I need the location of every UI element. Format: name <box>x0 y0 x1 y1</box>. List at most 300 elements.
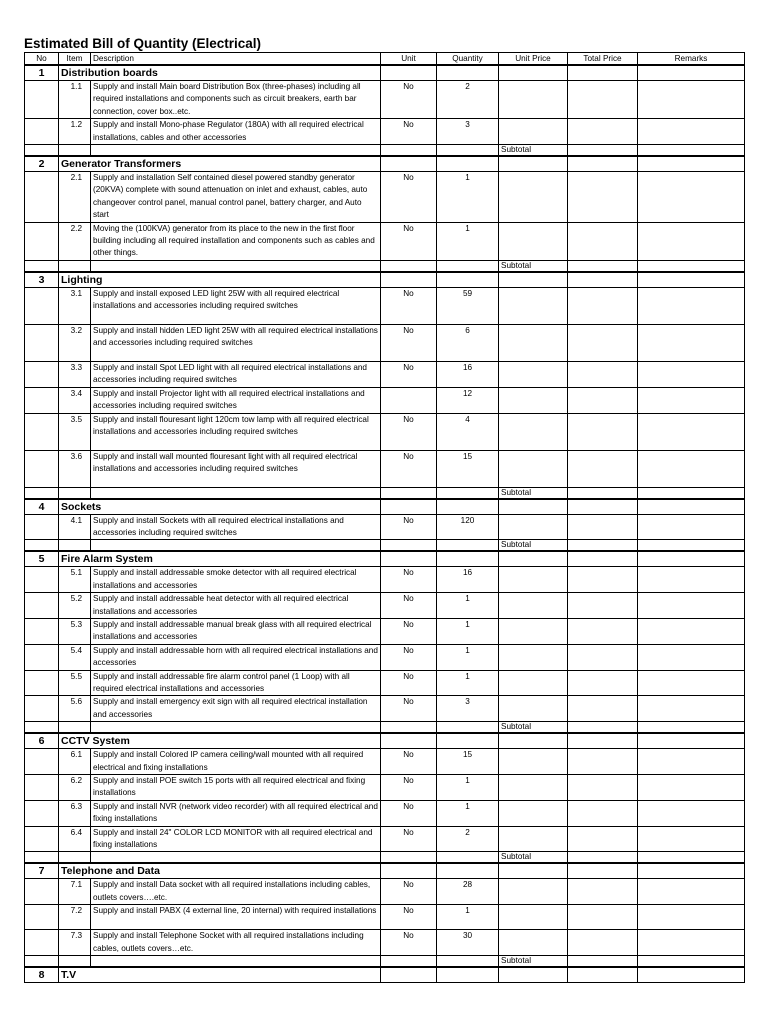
empty-cell <box>499 967 568 983</box>
item-total-price <box>568 413 638 450</box>
item-total-price <box>568 749 638 775</box>
item-total-price <box>568 618 638 644</box>
no-cell <box>25 930 59 956</box>
empty-cell <box>638 156 745 172</box>
item-quantity: 3 <box>437 696 499 722</box>
boq-body <box>25 65 745 983</box>
empty-cell <box>59 722 91 734</box>
empty-cell <box>568 272 638 288</box>
subtotal-value <box>568 487 638 499</box>
empty-cell <box>437 272 499 288</box>
item-unit-price <box>499 826 568 852</box>
item-unit: No <box>381 800 437 826</box>
header-description: Description <box>91 53 381 66</box>
empty-cell <box>499 156 568 172</box>
header-unit-price: Unit Price <box>499 53 568 66</box>
item-number: 5.3 <box>59 618 91 644</box>
item-remarks <box>638 324 745 361</box>
no-cell <box>25 749 59 775</box>
item-description: Supply and install addressable manual break glass with all required electrical installations and accessories <box>91 618 381 644</box>
item-total-price <box>568 696 638 722</box>
item-unit-price <box>499 287 568 324</box>
item-unit: No <box>381 930 437 956</box>
empty-cell <box>381 260 437 272</box>
item-remarks <box>638 413 745 450</box>
section-row <box>25 967 745 983</box>
item-quantity: 1 <box>437 644 499 670</box>
item-quantity: 1 <box>437 593 499 619</box>
empty-cell <box>638 852 745 864</box>
subtotal-label: Subtotal <box>499 145 568 157</box>
table-row <box>25 81 745 119</box>
empty-cell <box>25 145 59 157</box>
subtotal-label: Subtotal <box>499 260 568 272</box>
subtotal-row <box>25 540 745 552</box>
item-unit-price <box>499 670 568 696</box>
item-description: Supply and install NVR (network video recorder) with all required electrical and fixing installations <box>91 800 381 826</box>
item-unit-price <box>499 172 568 223</box>
item-description: Supply and install addressable horn with all required electrical installations and accessories <box>91 644 381 670</box>
subtotal-row <box>25 722 745 734</box>
empty-cell <box>568 551 638 567</box>
empty-cell <box>437 260 499 272</box>
item-unit-price <box>499 618 568 644</box>
item-unit <box>381 387 437 413</box>
item-total-price <box>568 361 638 387</box>
empty-cell <box>381 551 437 567</box>
empty-cell <box>499 733 568 749</box>
item-unit: No <box>381 593 437 619</box>
empty-cell <box>638 863 745 879</box>
no-cell <box>25 618 59 644</box>
no-cell <box>25 775 59 801</box>
item-number: 5.6 <box>59 696 91 722</box>
item-description: Supply and install Sockets with all required electrical installations and accessories including required switches <box>91 514 381 540</box>
item-unit-price <box>499 361 568 387</box>
table-row <box>25 413 745 450</box>
table-row <box>25 879 745 905</box>
item-unit-price <box>499 222 568 260</box>
section-name: Sockets <box>59 499 381 515</box>
empty-cell <box>437 722 499 734</box>
item-number: 6.1 <box>59 749 91 775</box>
empty-cell <box>91 260 381 272</box>
empty-cell <box>381 145 437 157</box>
empty-cell <box>381 863 437 879</box>
item-description: Supply and install exposed LED light 25W with all required electrical installations and accessories including required switches <box>91 287 381 324</box>
no-cell <box>25 361 59 387</box>
no-cell <box>25 826 59 852</box>
no-cell <box>25 81 59 119</box>
item-remarks <box>638 905 745 930</box>
item-number: 6.2 <box>59 775 91 801</box>
empty-cell <box>499 272 568 288</box>
empty-cell <box>59 145 91 157</box>
item-unit: No <box>381 450 437 487</box>
section-name: Fire Alarm System <box>59 551 381 567</box>
table-row <box>25 567 745 593</box>
section-number: 3 <box>25 272 59 288</box>
item-description: Supply and install emergency exit sign with all required electrical installation and accessories <box>91 696 381 722</box>
no-cell <box>25 644 59 670</box>
item-description: Moving the (100KVA) generator from its place to the new in the first floor building including all required installation and components such as cables and other things. <box>91 222 381 260</box>
no-cell <box>25 287 59 324</box>
item-quantity: 59 <box>437 287 499 324</box>
item-unit: No <box>381 81 437 119</box>
empty-cell <box>381 540 437 552</box>
no-cell <box>25 413 59 450</box>
empty-cell <box>568 499 638 515</box>
empty-cell <box>638 956 745 968</box>
item-unit: No <box>381 222 437 260</box>
item-total-price <box>568 172 638 223</box>
item-total-price <box>568 119 638 145</box>
item-unit: No <box>381 775 437 801</box>
item-number: 3.6 <box>59 450 91 487</box>
item-quantity: 12 <box>437 387 499 413</box>
subtotal-value <box>568 722 638 734</box>
item-total-price <box>568 800 638 826</box>
item-total-price <box>568 567 638 593</box>
item-description: Supply and installation Self contained diesel powered standby generator (20KVA) complete with sound attenuation on inlet and exhaust, cables, auto changeover control panel, manual control panel, battery charger, and Auto start <box>91 172 381 223</box>
item-remarks <box>638 618 745 644</box>
item-unit: No <box>381 361 437 387</box>
empty-cell <box>437 863 499 879</box>
empty-cell <box>381 65 437 81</box>
no-cell <box>25 905 59 930</box>
item-remarks <box>638 644 745 670</box>
empty-cell <box>499 65 568 81</box>
section-row <box>25 551 745 567</box>
item-unit: No <box>381 826 437 852</box>
item-remarks <box>638 450 745 487</box>
item-unit-price <box>499 413 568 450</box>
item-unit-price <box>499 879 568 905</box>
item-number: 3.1 <box>59 287 91 324</box>
empty-cell <box>638 260 745 272</box>
item-remarks <box>638 826 745 852</box>
empty-cell <box>437 487 499 499</box>
table-row <box>25 696 745 722</box>
item-description: Supply and install PABX (4 external line, 20 internal) with required installations <box>91 905 381 930</box>
item-remarks <box>638 879 745 905</box>
empty-cell <box>25 487 59 499</box>
item-unit-price <box>499 696 568 722</box>
subtotal-value <box>568 852 638 864</box>
item-unit: No <box>381 670 437 696</box>
table-row <box>25 287 745 324</box>
section-row <box>25 499 745 515</box>
item-unit: No <box>381 514 437 540</box>
empty-cell <box>59 852 91 864</box>
item-quantity: 15 <box>437 749 499 775</box>
item-description: Supply and install addressable fire alarm control panel (1 Loop) with all required electrical installations and accessories <box>91 670 381 696</box>
empty-cell <box>59 260 91 272</box>
item-description: Supply and install Spot LED light with all required electrical installations and accessories including required switches <box>91 361 381 387</box>
no-cell <box>25 514 59 540</box>
item-unit-price <box>499 749 568 775</box>
no-cell <box>25 119 59 145</box>
item-quantity: 3 <box>437 119 499 145</box>
table-row <box>25 826 745 852</box>
no-cell <box>25 222 59 260</box>
empty-cell <box>638 499 745 515</box>
header-row <box>25 53 745 66</box>
item-description: Supply and install addressable heat detector with all required electrical installations and accessories <box>91 593 381 619</box>
item-remarks <box>638 361 745 387</box>
table-row <box>25 119 745 145</box>
item-unit: No <box>381 287 437 324</box>
empty-cell <box>638 540 745 552</box>
item-quantity: 4 <box>437 413 499 450</box>
table-row <box>25 450 745 487</box>
subtotal-row <box>25 852 745 864</box>
no-cell <box>25 567 59 593</box>
empty-cell <box>638 551 745 567</box>
table-row <box>25 644 745 670</box>
item-remarks <box>638 775 745 801</box>
item-number: 2.2 <box>59 222 91 260</box>
item-number: 7.2 <box>59 905 91 930</box>
item-remarks <box>638 119 745 145</box>
empty-cell <box>25 852 59 864</box>
no-cell <box>25 670 59 696</box>
item-remarks <box>638 670 745 696</box>
section-number: 1 <box>25 65 59 81</box>
subtotal-label: Subtotal <box>499 852 568 864</box>
document-title: Estimated Bill of Quantity (Electrical) <box>24 36 262 51</box>
empty-cell <box>638 65 745 81</box>
subtotal-row <box>25 487 745 499</box>
header-total-price: Total Price <box>568 53 638 66</box>
item-number: 3.3 <box>59 361 91 387</box>
empty-cell <box>59 487 91 499</box>
item-unit: No <box>381 413 437 450</box>
item-number: 7.1 <box>59 879 91 905</box>
empty-cell <box>91 540 381 552</box>
table-row <box>25 593 745 619</box>
item-unit: No <box>381 119 437 145</box>
item-number: 6.3 <box>59 800 91 826</box>
item-quantity: 1 <box>437 222 499 260</box>
item-total-price <box>568 324 638 361</box>
empty-cell <box>381 967 437 983</box>
item-number: 5.2 <box>59 593 91 619</box>
section-number: 5 <box>25 551 59 567</box>
empty-cell <box>381 956 437 968</box>
item-remarks <box>638 593 745 619</box>
item-number: 5.4 <box>59 644 91 670</box>
empty-cell <box>91 722 381 734</box>
item-quantity: 6 <box>437 324 499 361</box>
empty-cell <box>381 156 437 172</box>
empty-cell <box>568 863 638 879</box>
item-unit-price <box>499 387 568 413</box>
header-remarks: Remarks <box>638 53 745 66</box>
item-remarks <box>638 567 745 593</box>
item-quantity: 15 <box>437 450 499 487</box>
empty-cell <box>25 260 59 272</box>
header-unit: Unit <box>381 53 437 66</box>
item-description: Supply and install Mono-phase Regulator (180A) with all required electrical installations, cables and other accessories <box>91 119 381 145</box>
item-quantity: 28 <box>437 879 499 905</box>
subtotal-row <box>25 145 745 157</box>
section-row <box>25 65 745 81</box>
item-unit-price <box>499 593 568 619</box>
empty-cell <box>437 65 499 81</box>
item-remarks <box>638 749 745 775</box>
subtotal-label: Subtotal <box>499 540 568 552</box>
subtotal-value <box>568 145 638 157</box>
item-total-price <box>568 450 638 487</box>
item-description: Supply and install Projector light with all required electrical installations and accessories including required switches <box>91 387 381 413</box>
item-quantity: 1 <box>437 800 499 826</box>
table-row <box>25 387 745 413</box>
item-unit: No <box>381 905 437 930</box>
item-quantity: 1 <box>437 670 499 696</box>
empty-cell <box>437 551 499 567</box>
no-cell <box>25 593 59 619</box>
empty-cell <box>91 852 381 864</box>
section-number: 6 <box>25 733 59 749</box>
subtotal-value <box>568 540 638 552</box>
item-unit: No <box>381 324 437 361</box>
section-row <box>25 733 745 749</box>
item-unit-price <box>499 930 568 956</box>
table-row <box>25 324 745 361</box>
table-row <box>25 172 745 223</box>
item-quantity: 30 <box>437 930 499 956</box>
empty-cell <box>638 487 745 499</box>
subtotal-label: Subtotal <box>499 956 568 968</box>
section-name: CCTV System <box>59 733 381 749</box>
empty-cell <box>381 852 437 864</box>
empty-cell <box>91 145 381 157</box>
table-row <box>25 930 745 956</box>
header-quantity: Quantity <box>437 53 499 66</box>
no-cell <box>25 387 59 413</box>
item-remarks <box>638 387 745 413</box>
empty-cell <box>91 956 381 968</box>
item-description: Supply and install Telephone Socket with all required installations including cables, outlets covers…etc. <box>91 930 381 956</box>
empty-cell <box>499 551 568 567</box>
empty-cell <box>437 145 499 157</box>
item-unit: No <box>381 696 437 722</box>
item-remarks <box>638 800 745 826</box>
empty-cell <box>25 956 59 968</box>
empty-cell <box>437 733 499 749</box>
item-remarks <box>638 222 745 260</box>
item-number: 3.4 <box>59 387 91 413</box>
section-number: 2 <box>25 156 59 172</box>
boq-table <box>24 52 745 983</box>
item-total-price <box>568 905 638 930</box>
section-name: Generator Transformers <box>59 156 381 172</box>
table-row <box>25 749 745 775</box>
no-cell <box>25 324 59 361</box>
empty-cell <box>568 967 638 983</box>
table-row <box>25 618 745 644</box>
table-row <box>25 361 745 387</box>
empty-cell <box>437 967 499 983</box>
empty-cell <box>381 733 437 749</box>
empty-cell <box>381 487 437 499</box>
item-number: 3.2 <box>59 324 91 361</box>
item-number: 4.1 <box>59 514 91 540</box>
item-quantity: 1 <box>437 775 499 801</box>
item-unit: No <box>381 618 437 644</box>
item-number: 3.5 <box>59 413 91 450</box>
item-total-price <box>568 826 638 852</box>
item-remarks <box>638 287 745 324</box>
item-description: Supply and install Main board Distribution Box (three-phases) including all required installations and components such as circuit breakers, earth bar connection, cover box..etc. <box>91 81 381 119</box>
item-number: 2.1 <box>59 172 91 223</box>
empty-cell <box>638 272 745 288</box>
item-total-price <box>568 387 638 413</box>
table-row <box>25 800 745 826</box>
table-row <box>25 905 745 930</box>
empty-cell <box>437 499 499 515</box>
item-number: 6.4 <box>59 826 91 852</box>
section-row <box>25 272 745 288</box>
empty-cell <box>25 540 59 552</box>
section-name: Distribution boards <box>59 65 381 81</box>
item-description: Supply and install POE switch 15 ports with all required electrical and fixing installations <box>91 775 381 801</box>
item-quantity: 16 <box>437 567 499 593</box>
item-quantity: 2 <box>437 826 499 852</box>
item-unit: No <box>381 644 437 670</box>
item-unit: No <box>381 879 437 905</box>
empty-cell <box>568 65 638 81</box>
item-unit-price <box>499 567 568 593</box>
no-cell <box>25 696 59 722</box>
item-remarks <box>638 172 745 223</box>
item-quantity: 16 <box>437 361 499 387</box>
subtotal-label: Subtotal <box>499 487 568 499</box>
empty-cell <box>25 722 59 734</box>
empty-cell <box>91 487 381 499</box>
empty-cell <box>499 863 568 879</box>
section-number: 8 <box>25 967 59 983</box>
item-unit-price <box>499 800 568 826</box>
item-description: Supply and install Data socket with all required installations including cables, outlets covers….etc. <box>91 879 381 905</box>
subtotal-value <box>568 956 638 968</box>
table-row <box>25 514 745 540</box>
section-number: 4 <box>25 499 59 515</box>
empty-cell <box>638 733 745 749</box>
item-unit-price <box>499 905 568 930</box>
section-row <box>25 156 745 172</box>
subtotal-value <box>568 260 638 272</box>
item-number: 5.5 <box>59 670 91 696</box>
item-total-price <box>568 287 638 324</box>
empty-cell <box>499 499 568 515</box>
item-number: 7.3 <box>59 930 91 956</box>
item-total-price <box>568 514 638 540</box>
item-unit-price <box>499 119 568 145</box>
empty-cell <box>59 540 91 552</box>
item-number: 5.1 <box>59 567 91 593</box>
table-row <box>25 670 745 696</box>
empty-cell <box>381 272 437 288</box>
table-row <box>25 775 745 801</box>
item-quantity: 120 <box>437 514 499 540</box>
section-name: T.V <box>59 967 381 983</box>
item-quantity: 1 <box>437 905 499 930</box>
item-unit-price <box>499 324 568 361</box>
item-description: Supply and install flouresant light 120cm tow lamp with all required electrical installations and accessories including required switches <box>91 413 381 450</box>
item-unit-price <box>499 450 568 487</box>
